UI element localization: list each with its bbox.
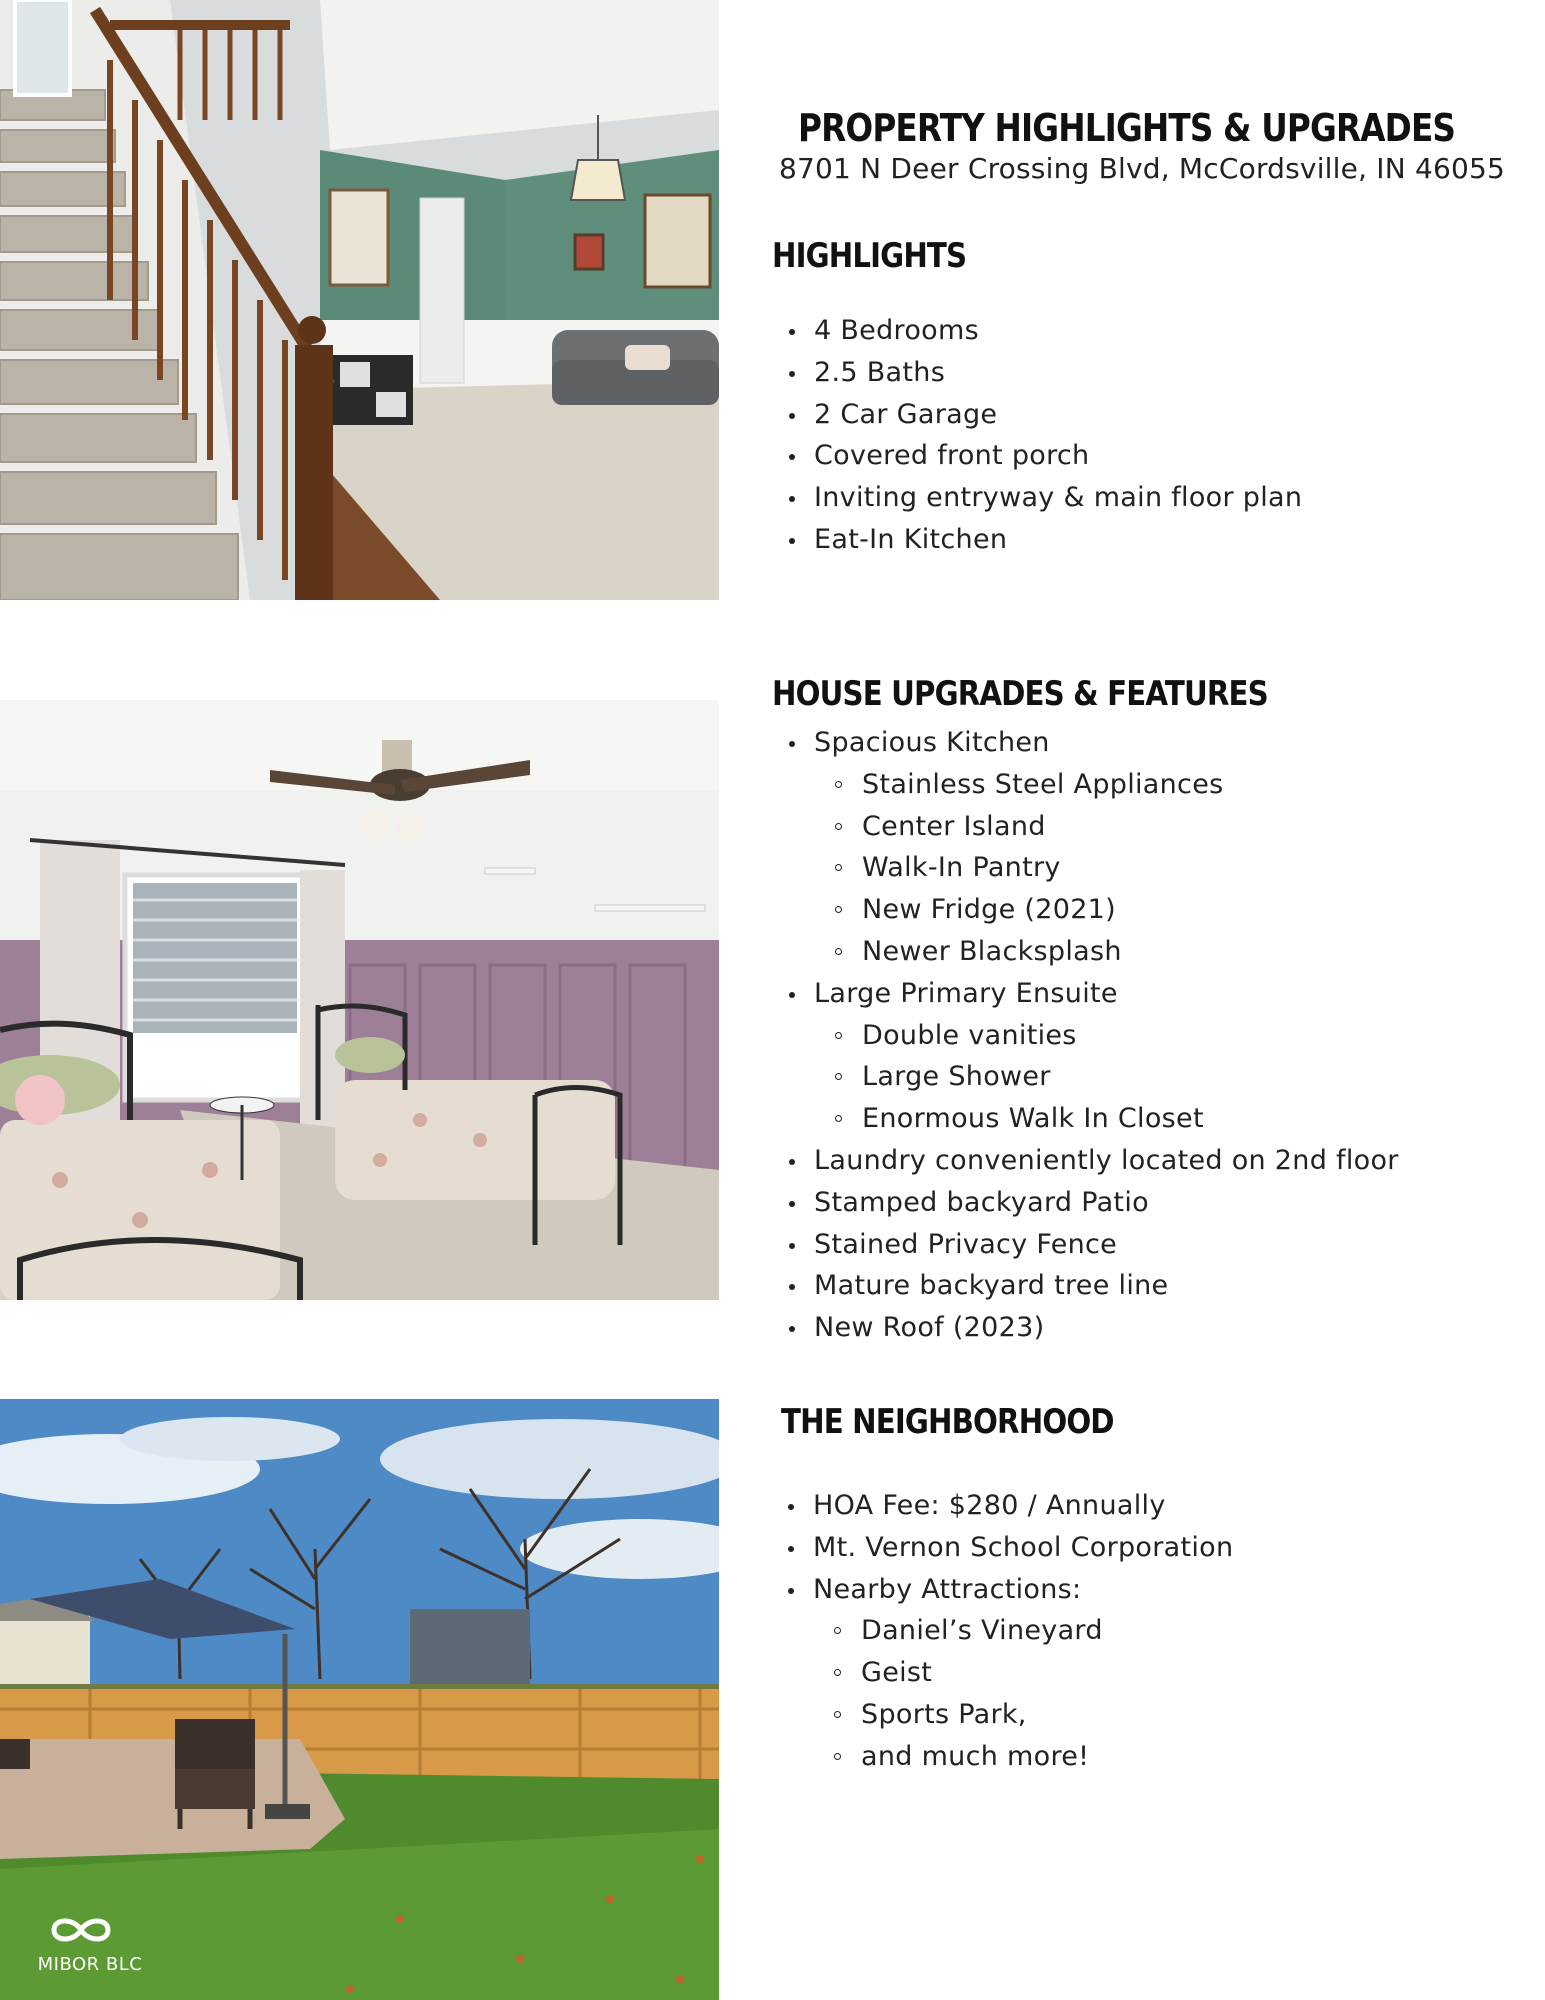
sub-list-item: New Fridge (2021) [772, 889, 1399, 931]
neighborhood-list [771, 1485, 1233, 1778]
sub-list-item: Daniel’s Vineyard [771, 1610, 1233, 1652]
list-item: Eat-In Kitchen [772, 519, 1302, 561]
sub-list-item: Geist [771, 1652, 1233, 1694]
sub-list-item: Newer Blacksplash [772, 931, 1399, 973]
mibor-logo [30, 1910, 150, 1984]
sub-list-item: Stainless Steel Appliances [772, 764, 1399, 806]
list-item: Spacious Kitchen [772, 722, 1399, 764]
bedroom-photo [0, 700, 719, 1300]
list-item: Mature backyard tree line [772, 1265, 1399, 1307]
list-item: HOA Fee: $280 / Annually [771, 1485, 1233, 1527]
list-item: Stamped backyard Patio [772, 1182, 1399, 1224]
list-item: 4 Bedrooms [772, 310, 1302, 352]
upgrades-list [772, 722, 1399, 1349]
sub-list-item: Center Island [772, 806, 1399, 848]
property-address: 8701 N Deer Crossing Blvd, McCordsville, IN 46055 [779, 152, 1506, 185]
upgrades-heading: HOUSE UPGRADES & FEATURES [772, 674, 1268, 714]
highlights-heading: HIGHLIGHTS [772, 236, 967, 276]
sub-list-item: Enormous Walk In Closet [772, 1098, 1399, 1140]
sub-list-item: Large Shower [772, 1056, 1399, 1098]
sub-list-item: and much more! [771, 1736, 1233, 1778]
infinity-icon [46, 1910, 116, 1950]
list-item: 2 Car Garage [772, 394, 1302, 436]
list-item: Laundry conveniently located on 2nd floor [772, 1140, 1399, 1182]
staircase-living-room-photo [0, 0, 719, 600]
neighborhood-heading: THE NEIGHBORHOOD [781, 1402, 1114, 1442]
page-title: PROPERTY HIGHLIGHTS & UPGRADES [798, 106, 1456, 150]
highlights-list [772, 310, 1302, 561]
list-item: Mt. Vernon School Corporation [771, 1527, 1233, 1569]
sub-list-item: Double vanities [772, 1015, 1399, 1057]
list-item: Large Primary Ensuite [772, 973, 1399, 1015]
list-item: Nearby Attractions: [771, 1569, 1233, 1611]
sub-list-item: Sports Park, [771, 1694, 1233, 1736]
mibor-logo-text: MIBOR BLC [37, 1954, 143, 1975]
list-item: 2.5 Baths [772, 352, 1302, 394]
list-item: Covered front porch [772, 435, 1302, 477]
list-item: Stained Privacy Fence [772, 1224, 1399, 1266]
list-item: Inviting entryway & main floor plan [772, 477, 1302, 519]
list-item: New Roof (2023) [772, 1307, 1399, 1349]
sub-list-item: Walk-In Pantry [772, 847, 1399, 889]
